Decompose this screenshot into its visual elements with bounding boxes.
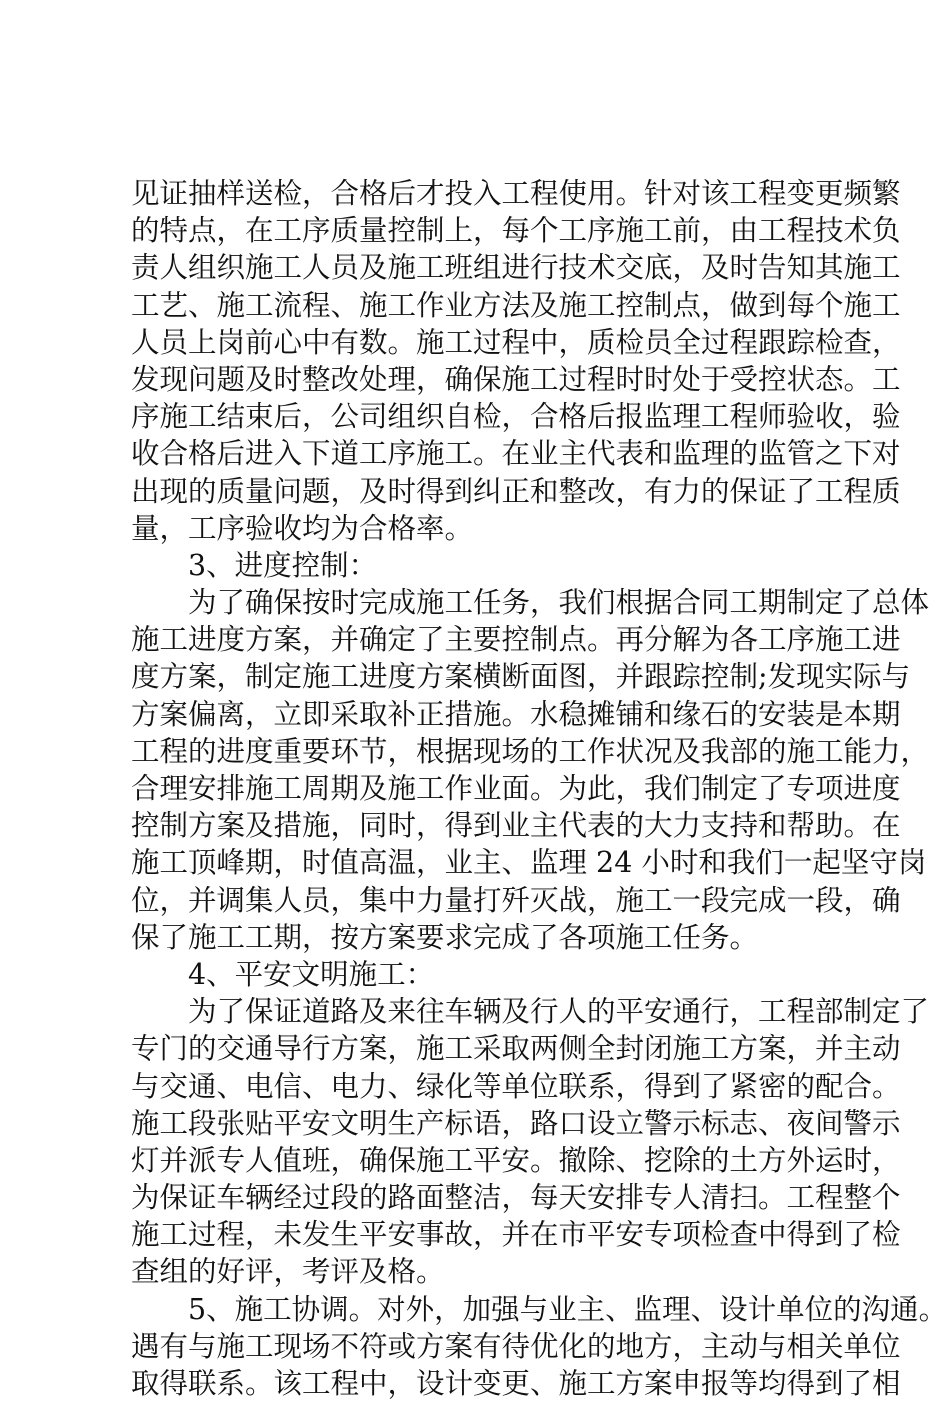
text-line: 出现的质量问题，及时得到纠正和整改，有力的保证了工程质	[131, 474, 901, 508]
text-line: 见证抽样送检，合格后才投入工程使用。针对该工程变更频繁	[131, 177, 901, 210]
text-line: 专门的交通导行方案，施工采取两侧全封闭施工方案，并主动	[131, 1032, 901, 1066]
section-heading-safety: 4、平安文明施工：	[188, 957, 435, 991]
text-line: 遇有与施工现场不符或方案有待优化的地方，主动与相关单位	[131, 1329, 901, 1363]
text-line: 控制方案及措施，同时，得到业主代表的大力支持和帮助。在	[131, 809, 901, 843]
section-heading-progress-control: 3、进度控制：	[188, 548, 378, 582]
text-line: 责人组织施工人员及施工班组进行技术交底，及时告知其施工	[131, 251, 901, 285]
text-line: 量，工序验收均为合格率。	[131, 511, 474, 545]
text-line: 灯并派专人值班，确保施工平安。撤除、挖除的土方外运时，	[131, 1143, 901, 1177]
section-heading-coordination: 5、施工协调。对外，加强与业主、监理、设计单位的沟通。	[188, 1292, 948, 1326]
text-line: 施工顶峰期，时值高温，业主、监理 24 小时和我们一起坚守岗	[131, 846, 927, 880]
text-line: 为了保证道路及来往车辆及行人的平安通行，工程部制定了	[188, 995, 930, 1029]
text-line: 的特点，在工序质量控制上，每个工序施工前，由工程技术负	[131, 214, 901, 248]
text-line: 工程的进度重要环节，根据现场的工作状况及我部的施工能力，	[131, 734, 930, 768]
text-line: 为保证车辆经过段的路面整洁，每天安排专人清扫。工程整个	[131, 1181, 901, 1215]
text-line: 为了确保按时完成施工任务，我们根据合同工期制定了总体	[188, 586, 930, 620]
text-line: 度方案，制定施工进度方案横断面图，并跟踪控制;发现实际与	[131, 660, 911, 694]
text-line: 方案偏离，立即采取补正措施。水稳摊铺和缘石的安装是本期	[131, 697, 901, 731]
text-line: 人员上岗前心中有数。施工过程中，质检员全过程跟踪检查，	[131, 325, 901, 359]
text-line: 取得联系。该工程中，设计变更、施工方案申报等均得到了相	[131, 1367, 901, 1400]
text-line: 位，并调集人员，集中力量打歼灭战，施工一段完成一段，确	[131, 883, 901, 917]
text-line: 保了施工工期，按方案要求完成了各项施工任务。	[131, 920, 759, 954]
text-line: 与交通、电信、电力、绿化等单位联系，得到了紧密的配合。	[131, 1069, 901, 1103]
text-line: 工艺、施工流程、施工作业方法及施工控制点，做到每个施工	[131, 288, 901, 322]
text-line: 施工段张贴平安文明生产标语，路口设立警示标志、夜间警示	[131, 1106, 901, 1140]
text-line: 收合格后进入下道工序施工。在业主代表和监理的监管之下对	[131, 437, 901, 471]
document-body	[131, 175, 948, 1402]
text-line: 施工进度方案，并确定了主要控制点。再分解为各工序施工进	[131, 623, 901, 657]
text-line: 查组的好评，考评及格。	[131, 1255, 445, 1289]
text-line: 发现问题及时整改处理，确保施工过程时时处于受控状态。工	[131, 362, 901, 396]
text-line: 施工过程，未发生平安事故，并在市平安专项检查中得到了检	[131, 1218, 901, 1252]
text-line: 序施工结束后，公司组织自检，合格后报监理工程师验收，验	[131, 400, 901, 434]
text-line: 合理安排施工周期及施工作业面。为此，我们制定了专项进度	[131, 772, 901, 805]
